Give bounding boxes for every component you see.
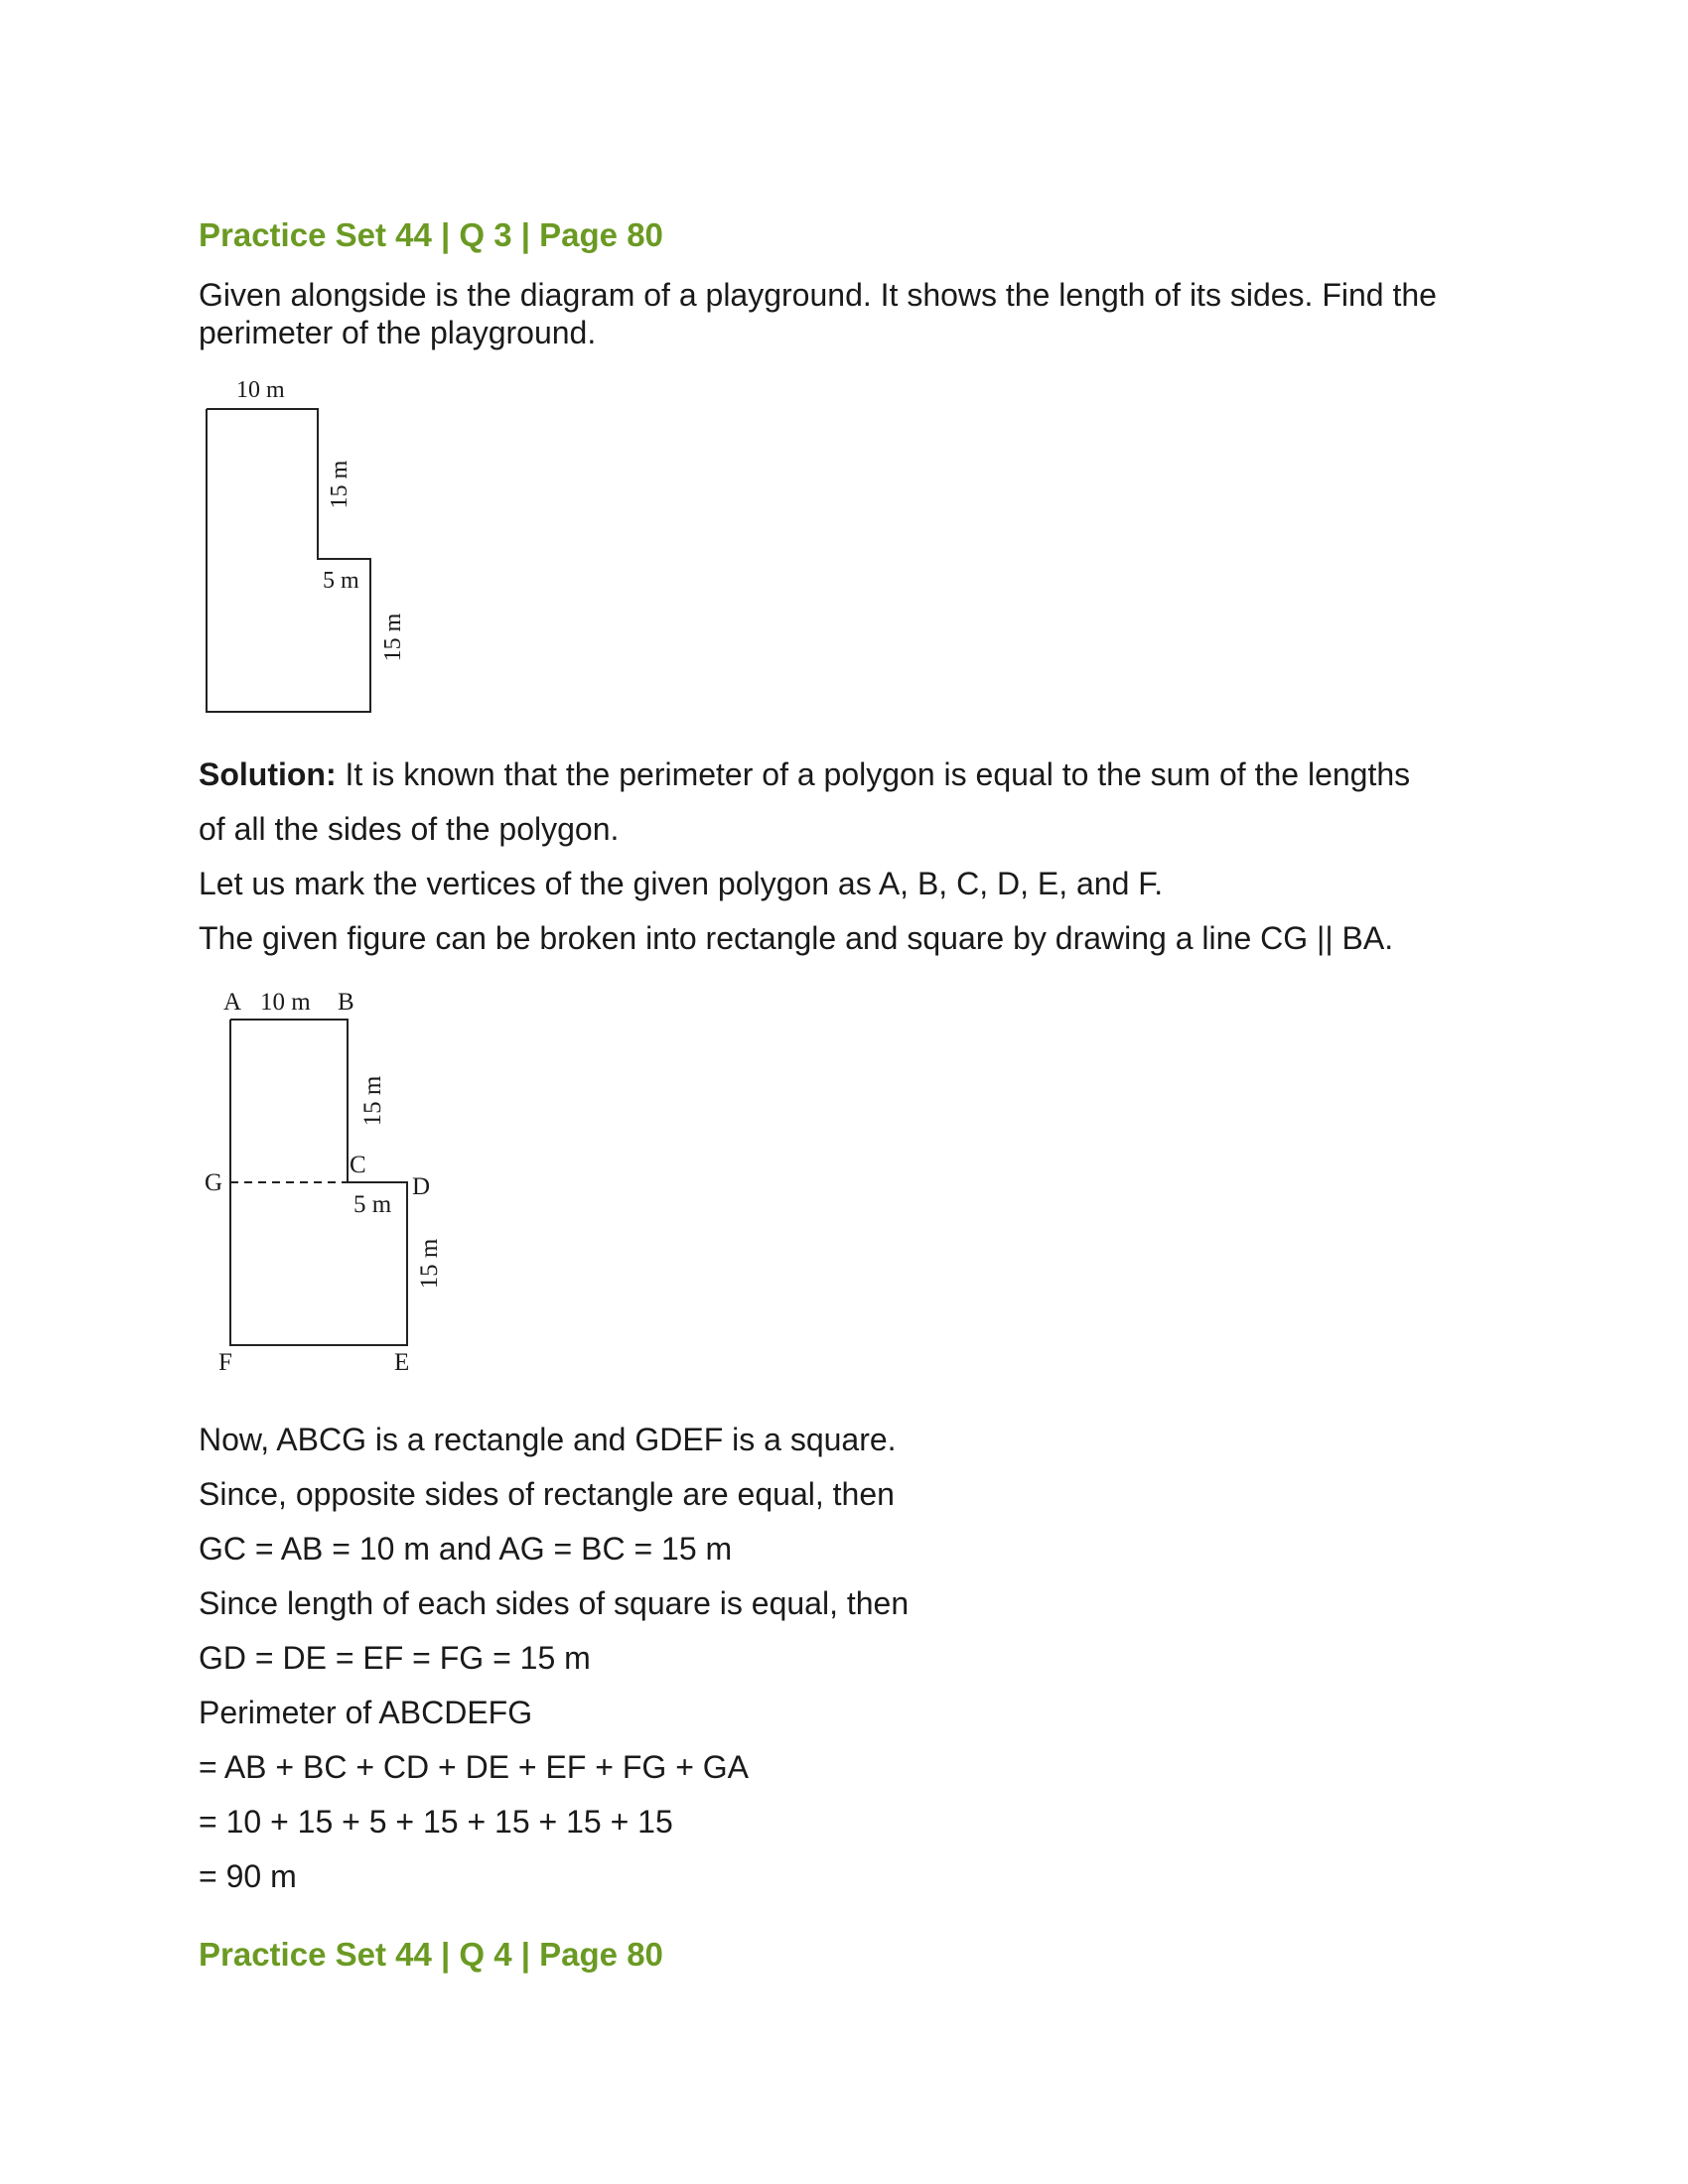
working-line-7: = AB + BC + CD + DE + EF + FG + GA — [199, 1749, 749, 1785]
vertex-b: B — [338, 989, 354, 1016]
solution-line-1-text: It is known that the perimeter of a polygon is equal to the sum of the lengths — [336, 756, 1411, 792]
solution-line-3: Let us mark the vertices of the given polygon as A, B, C, D, E, and F. — [199, 866, 1164, 901]
labelled-polygon-figure — [199, 978, 457, 1375]
vertex-f: F — [218, 1349, 232, 1376]
fig1-label-right-lower: 15 m — [380, 613, 406, 662]
question-3-heading: Practice Set 44 | Q 3 | Page 80 — [199, 216, 663, 253]
question-text: Given alongside is the diagram of a playground. It shows the length of its sides. Find the perimeter of the playground. — [199, 277, 1437, 350]
question-4-heading: Practice Set 44 | Q 4 | Page 80 — [199, 1936, 663, 1973]
fig1-label-top: 10 m — [236, 377, 285, 403]
fig2-label-top: 10 m — [260, 989, 311, 1016]
working-line-6: Perimeter of ABCDEFG — [199, 1695, 533, 1730]
working-line-1: Now, ABCG is a rectangle and GDEF is a square. — [199, 1422, 897, 1457]
vertex-c: C — [350, 1152, 366, 1178]
solution-line-4: The given figure can be broken into rectangle and square by drawing a line CG || BA. — [199, 920, 1394, 956]
vertex-a: A — [223, 989, 242, 1016]
vertex-d: D — [412, 1173, 431, 1200]
vertex-e: E — [394, 1349, 410, 1376]
fig2-label-de: 15 m — [416, 1238, 443, 1290]
working-line-3: GC = AB = 10 m and AG = BC = 15 m — [199, 1531, 733, 1567]
solution-label: Solution: — [199, 756, 337, 792]
fig1-label-step: 5 m — [323, 568, 359, 594]
working-line-4: Since length of each sides of square is equal, then — [199, 1585, 910, 1621]
working-line-9: = 90 m — [199, 1858, 297, 1894]
solution-line-1 — [199, 756, 1410, 793]
working-line-2: Since, opposite sides of rectangle are equal, then — [199, 1476, 895, 1512]
fig2-label-cd: 5 m — [353, 1191, 392, 1218]
fig1-label-right-upper: 15 m — [327, 460, 352, 509]
solution-line-2: of all the sides of the polygon. — [199, 811, 620, 847]
vertex-g: G — [205, 1169, 223, 1196]
working-line-8: = 10 + 15 + 5 + 15 + 15 + 15 + 15 — [199, 1804, 673, 1840]
playground-figure — [199, 367, 417, 715]
working-line-5: GD = DE = EF = FG = 15 m — [199, 1640, 591, 1676]
fig2-label-bc: 15 m — [359, 1075, 386, 1127]
playground-outline — [207, 409, 370, 712]
